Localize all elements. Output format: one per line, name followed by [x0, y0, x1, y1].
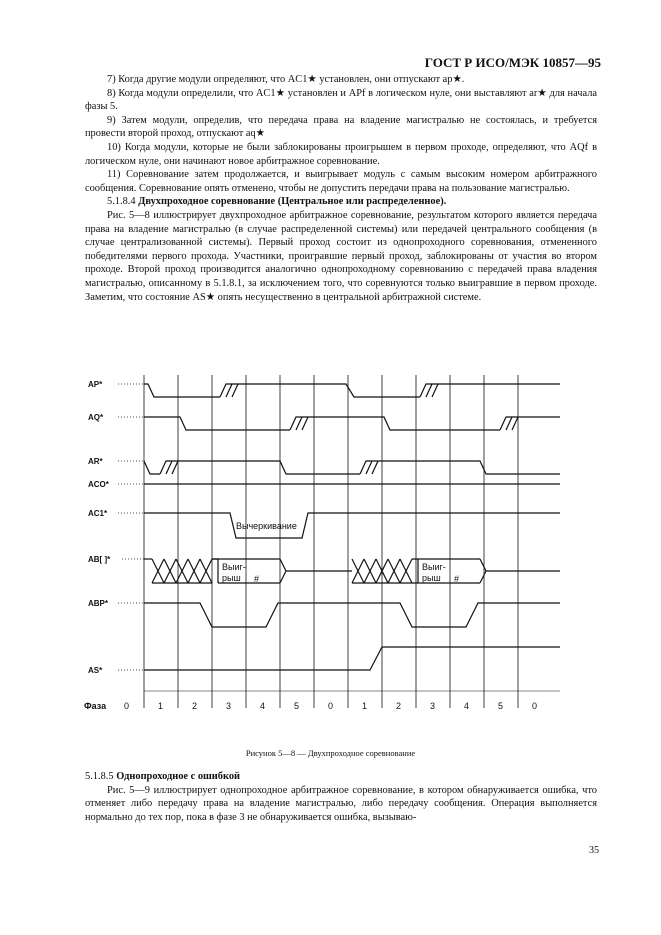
signal-label-ar: AR*: [88, 457, 103, 466]
signal-label-aco: ACO*: [88, 480, 109, 489]
waveform-ap: [144, 384, 560, 397]
phase-row-label: Фаза: [84, 701, 107, 711]
phase-2-b: 2: [396, 701, 402, 711]
section-5185-title: Однопроходное с ошибкой: [116, 771, 241, 782]
signal-label-as: AS*: [88, 666, 103, 675]
section-5184-body: Рис. 5—8 иллюстрирует двухпроходное арбитражное соревнование, результатом которого является передача права на владение магистралью (в случае распределенной системы) или передачей центрального сообщения (в случае централизованной системы). Первый проход состоит из однопроходного соревнования, отмененного победителями первого прохода. Участники, проигравшие первый проход, заблокированы от участия во втором проходе. Второй проход производится аналогично однопроходному соревнованию с передачей права владения магистралью, описанному в 5.1.8.1, за исключением того, что соревнуются только выигравшие в первом проходе. Заметим, что состояние AS★ опять несущественно в центральной арбитражной системе.: [85, 209, 597, 303]
waveform-ac1: [144, 513, 560, 538]
waveform-aq: [144, 417, 560, 430]
waveform-as: [144, 647, 560, 670]
section-5185-number: 5.1.8.5: [85, 771, 114, 782]
cancel-annotation: Вычеркивание: [236, 521, 297, 531]
top-text-block: [85, 73, 597, 304]
win-label-2-line2: рыш: [422, 573, 441, 583]
phase-4-a: 4: [260, 701, 266, 711]
win-symbol-2: #: [454, 574, 460, 584]
waveform-abp: [144, 603, 560, 627]
waveform-ar: [144, 461, 560, 474]
page-number: 35: [589, 845, 599, 856]
phase-0-b: 0: [328, 701, 334, 711]
phase-1-a: 1: [158, 701, 164, 711]
phase-1-b: 1: [362, 701, 368, 711]
phase-0-a: 0: [124, 701, 130, 711]
win-label-1-line1: Выиг-: [222, 562, 246, 572]
timing-diagram: [80, 373, 580, 718]
figure-caption: Рисунок 5—8 — Двухпроходное соревнование: [245, 748, 416, 758]
item-11: 11) Соревнование затем продолжается, и выигрывает модуль с самым высоким номером арбитражного сообщения. Соревнование опять отменено, чтобы не допустить передачи права на пользование магистралью.: [85, 169, 597, 194]
section-5184-number: 5.1.8.4: [107, 196, 136, 208]
section-5185-heading: [85, 770, 597, 784]
section-5184-title: Двухпроходное соревнование (Центральное или распределенное).: [138, 196, 447, 208]
phase-2-a: 2: [192, 701, 198, 711]
item-7: 7) Когда другие модули определяют, что AC1★ установлен, они отпускают ap★.: [107, 74, 465, 85]
bottom-text-block: [85, 770, 597, 824]
item-8: 8) Когда модули определили, что AC1★ установлен и APf в логическом нуле, они выставляют ar★ для начала фазы 5.: [85, 87, 597, 113]
phase-5-a: 5: [294, 701, 300, 711]
item-10: 10) Когда модули, которые не были заблокированы проигрышем в первом проходе, определяют, что AQf в логическом нуле, они начинают новое арбитражное соревнование.: [85, 141, 597, 167]
phase-4-b: 4: [464, 701, 470, 711]
signal-label-aq: AQ*: [88, 413, 104, 422]
phase-5-b: 5: [498, 701, 504, 711]
signal-label-ac1: AC1*: [88, 509, 108, 518]
signal-label-abp: ABP*: [88, 599, 109, 608]
phase-gridlines: [144, 375, 518, 708]
win-symbol-1: #: [254, 574, 260, 584]
phase-3-a: 3: [226, 701, 232, 711]
win-label-2-line1: Выиг-: [422, 562, 446, 572]
document-header: ГОСТ Р ИСО/МЭК 10857—95: [424, 55, 601, 70]
waveform-ab: [144, 559, 560, 583]
section-5185-body: Рис. 5—9 иллюстрирует однопроходное арбитражное соревнование, в котором обнаруживается ошибка, что отменяет либо передачу права на владение магистралью, либо передачу сообщения. Операция выполняется нормально до тех пор, пока в фазе 3 не обнаруживается ошибка, вызываю-: [85, 784, 597, 823]
item-9: 9) Затем модули, определив, что передача права на владение магистралью не состоялась, и требуется провести второй проход, отпускают aq★: [85, 114, 597, 140]
win-label-1-line2: рыш: [222, 573, 241, 583]
signal-label-ab: AB[ ]*: [88, 555, 111, 564]
phase-3-b: 3: [430, 701, 436, 711]
phase-0-c: 0: [532, 701, 538, 711]
section-5184-heading: [85, 195, 597, 209]
signal-label-ap: AP*: [88, 380, 103, 389]
